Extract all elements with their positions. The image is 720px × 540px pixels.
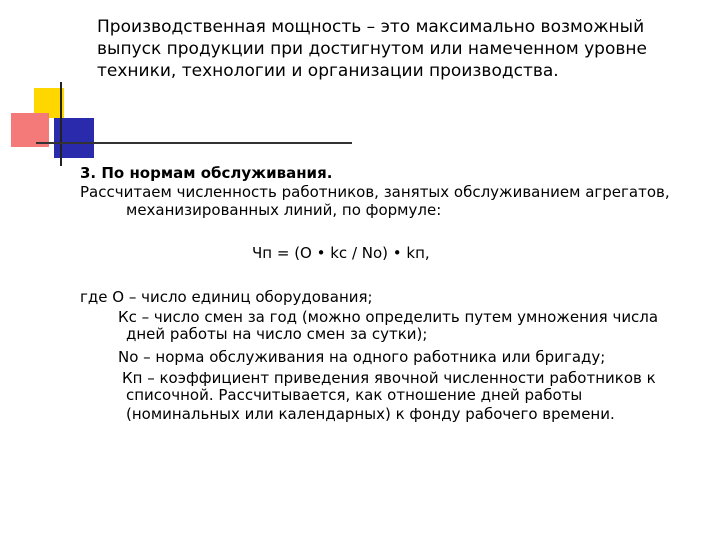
decorative-vertical-line [60, 82, 62, 166]
title-line: выпуск продукции при достигнутом или намеченном уровне [97, 39, 647, 59]
intro-text: Рассчитаем численность работников, занятых обслуживанием агрегатов, [80, 183, 670, 201]
definition-item-continued: списочной. Рассчитывается, как отношение дней работы [126, 386, 583, 404]
formula: Чп = (О • kс / Nо) • kп, [252, 244, 430, 262]
section-heading: 3. По нормам обслуживания. [80, 164, 333, 182]
definition-item-continued: (номинальных или календарных) к фонду рабочего времени. [126, 405, 615, 423]
definition-item: Кп – коэффициент приведения явочной численности работников к [122, 369, 656, 387]
title-line: техники, технологии и организации производства. [97, 61, 559, 81]
intro-text-continued: механизированных линий, по формуле: [126, 201, 442, 219]
definition-item-continued: дней работы на число смен за сутки); [126, 325, 428, 343]
definition-item: Nо – норма обслуживания на одного работника или бригаду; [118, 348, 606, 366]
title-divider-line [36, 142, 352, 144]
title-line: Производственная мощность – это максимально возможный [97, 17, 645, 37]
slide-title [97, 16, 697, 82]
definition-item: Кс – число смен за год (можно определить путем умножения числа [118, 308, 659, 326]
definition-item: где О – число единиц оборудования; [80, 288, 373, 306]
